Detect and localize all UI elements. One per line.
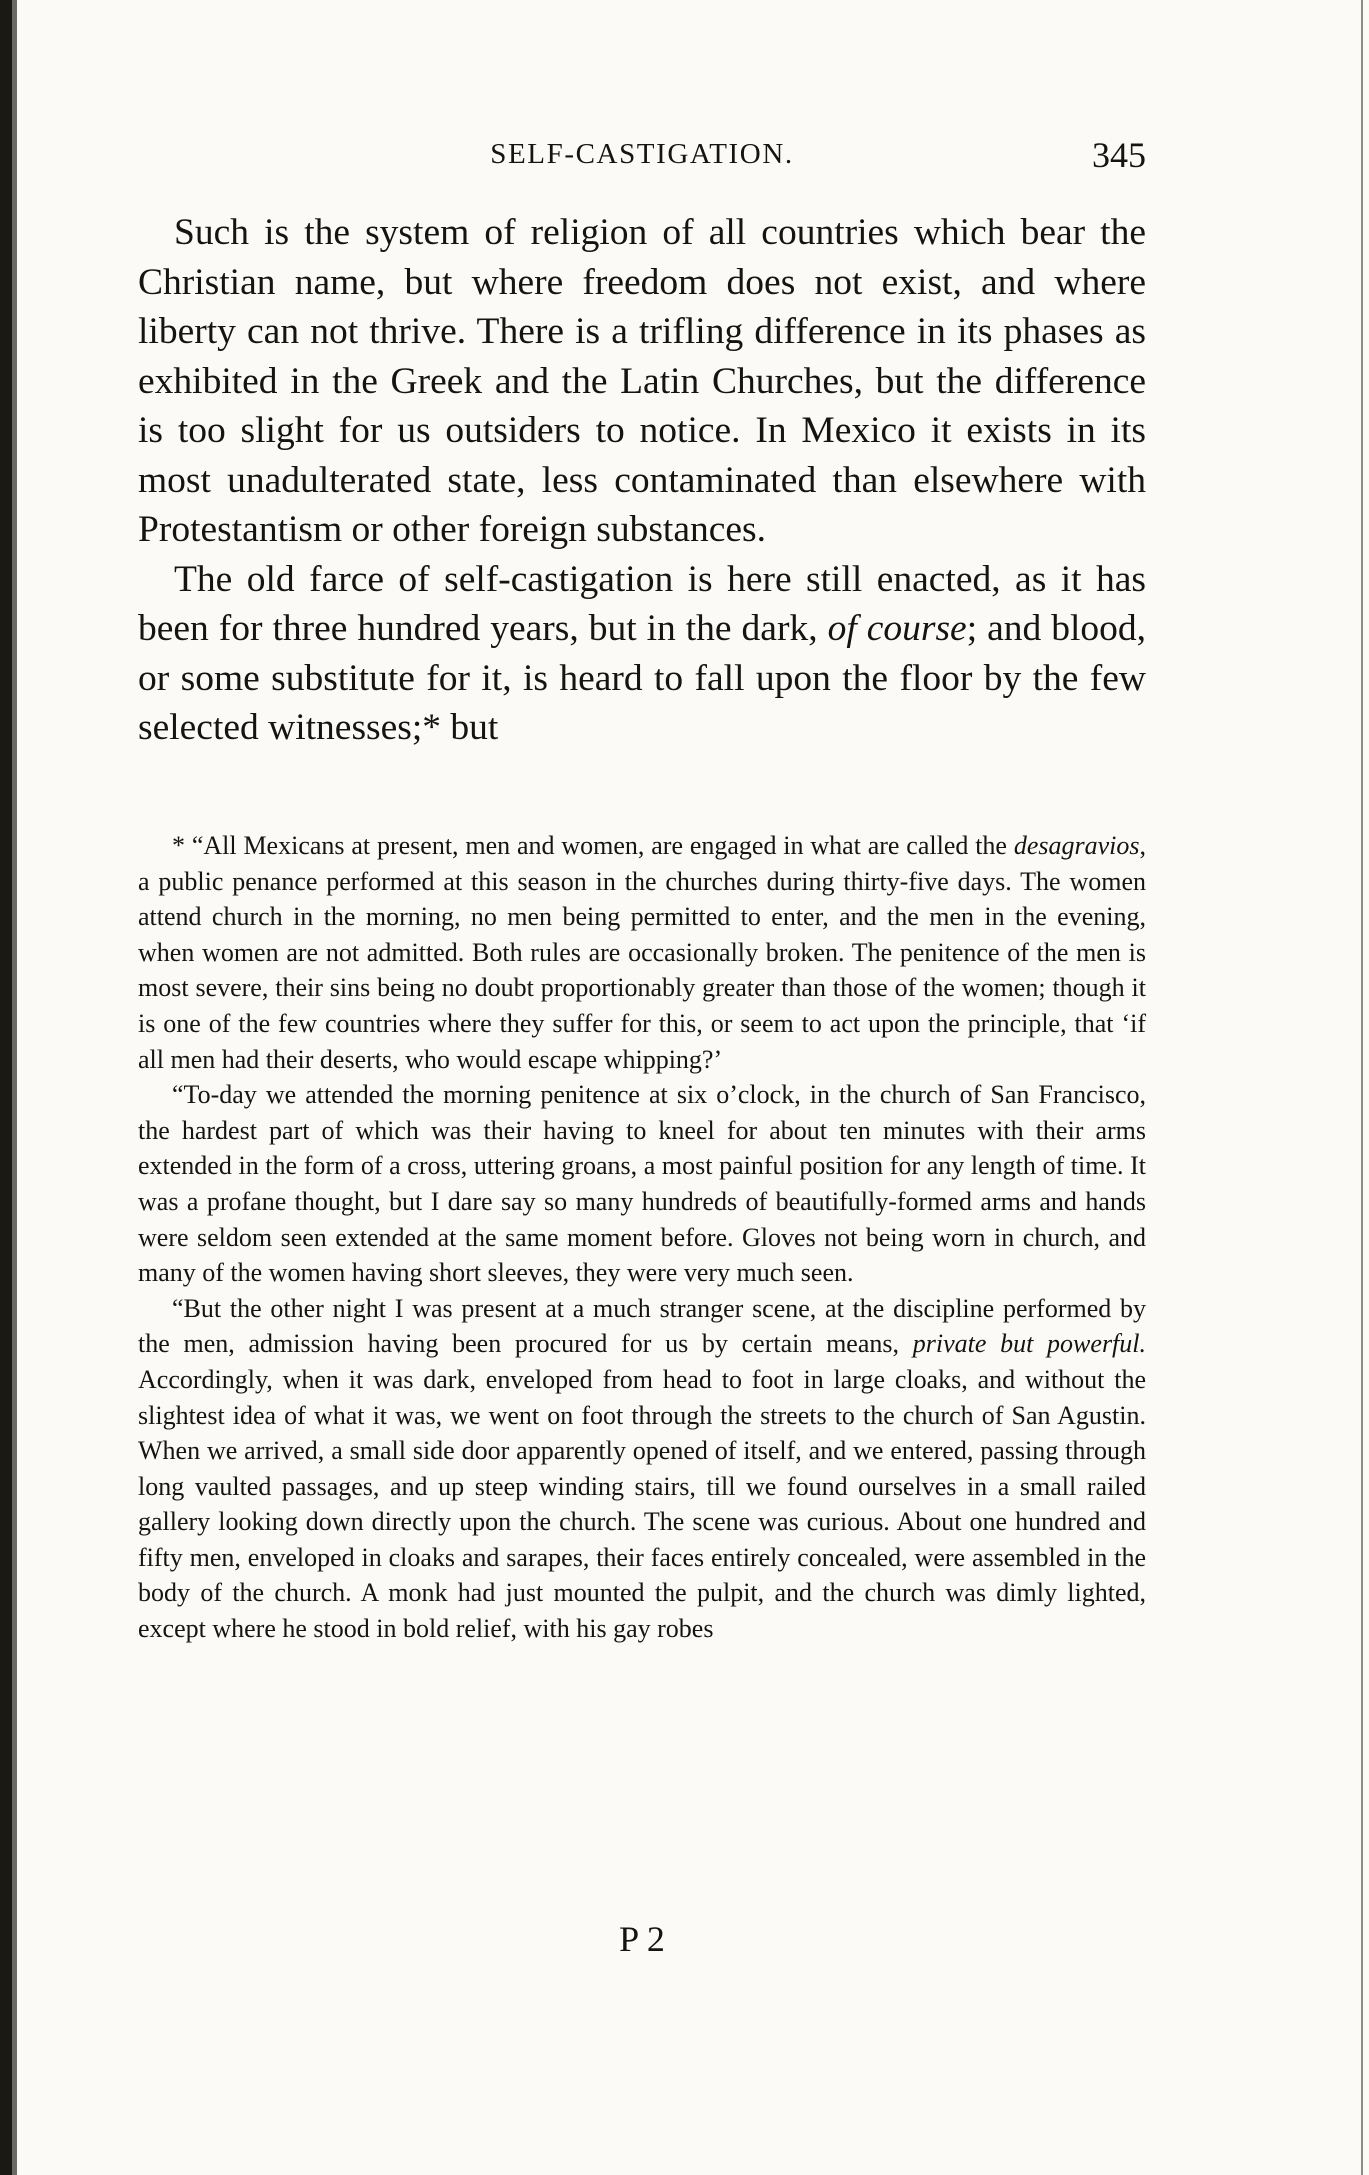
footnote-para-3 (138, 1291, 1146, 1647)
footnote-3-italic: private but powerful. (912, 1329, 1147, 1359)
paragraph-2 (138, 555, 1146, 753)
footnote (138, 828, 1146, 1647)
page-edge-line (1361, 0, 1363, 2175)
running-head (138, 134, 1146, 174)
paragraph-1: Such is the system of religion of all countries which bear the Christian name, but where freedom does not exist, and where liberty can not thrive. There is a trifling difference in its phases as exhibited in the Greek and the Latin Churches, but the difference is too slight for us outsiders to notice. In Mexico it exists in its most unadulterated state, less contaminated than elsewhere with Protestantism or other foreign substances. (138, 212, 1146, 550)
main-text (138, 208, 1146, 753)
footnote-3-start: “But the other night I was present at a much stranger scene, at the discipline performed by the men, admission having been procured for us by certain means, (138, 1293, 1146, 1359)
page-number: 345 (1092, 135, 1146, 175)
book-binding-shadow (12, 0, 17, 2175)
signature-mark: P 2 (619, 1919, 665, 1959)
footnote-3-end: Accordingly, when it was dark, enveloped from head to foot in large cloaks, and without the slightest idea of what it was, we went on foot through the streets to the church of San Agustin. When we arrived, a small side door apparently opened of itself, and we entered, passing through long vaulted passages, and up steep winding stairs, till we found ourselves in a small railed gallery looking down directly upon the church. The scene was curious. About one hundred and fifty men, enveloped in cloaks and sarapes, their faces entirely concealed, were assembled in the body of the church. A monk had just mounted the pulpit, and the church was dimly lighted, except where he stood in bold relief, with his gay robes (138, 1364, 1146, 1644)
footnote-1-end: , a public penance performed at this season in the churches during thirty-five days. The women attend church in the morning, no men being permitted to enter, and the men in the evening, when women are not admitted. Both rules are occasionally broken. The penitence of the men is most severe, their sins being no doubt proportionably greater than those of the women; though it is one of the few countries where they suffer for this, or seem to act upon the principle, that ‘if all men had their deserts, who would escape whipping?’ (138, 831, 1146, 1074)
paragraph-2-italic: of course (827, 608, 967, 649)
book-binding-edge (0, 0, 12, 2175)
footnote-para-2: “To-day we attended the morning penitence at six o’clock, in the church of San Francisco, the hardest part of which was their having to kneel for about ten minutes with their arms extended in the form of a cross, uttering groans, a most painful position for any length of time. It was a profane thought, but I dare say so many hundreds of beautifully-formed arms and hands were seldom seen extended at the same moment before. Gloves not being worn in church, and many of the women having short sleeves, they were very much seen. (138, 1080, 1146, 1288)
footnote-1-italic: desagravios (1013, 831, 1140, 860)
paragraph-2-end: ; and blood, or some substitute for it, is heard to fall upon the floor by the few selected witnesses;* but (138, 608, 1146, 748)
footnote-para-1 (138, 828, 1146, 1077)
running-head-title: SELF-CASTIGATION. (490, 138, 794, 170)
paragraph-2-start: The old farce of self-castigation is here still enacted, as it has been for three hundred years, but in the dark, (138, 558, 1146, 649)
footnote-1-start: * “All Mexicans at present, men and women, are engaged in what are called the (172, 831, 1007, 860)
